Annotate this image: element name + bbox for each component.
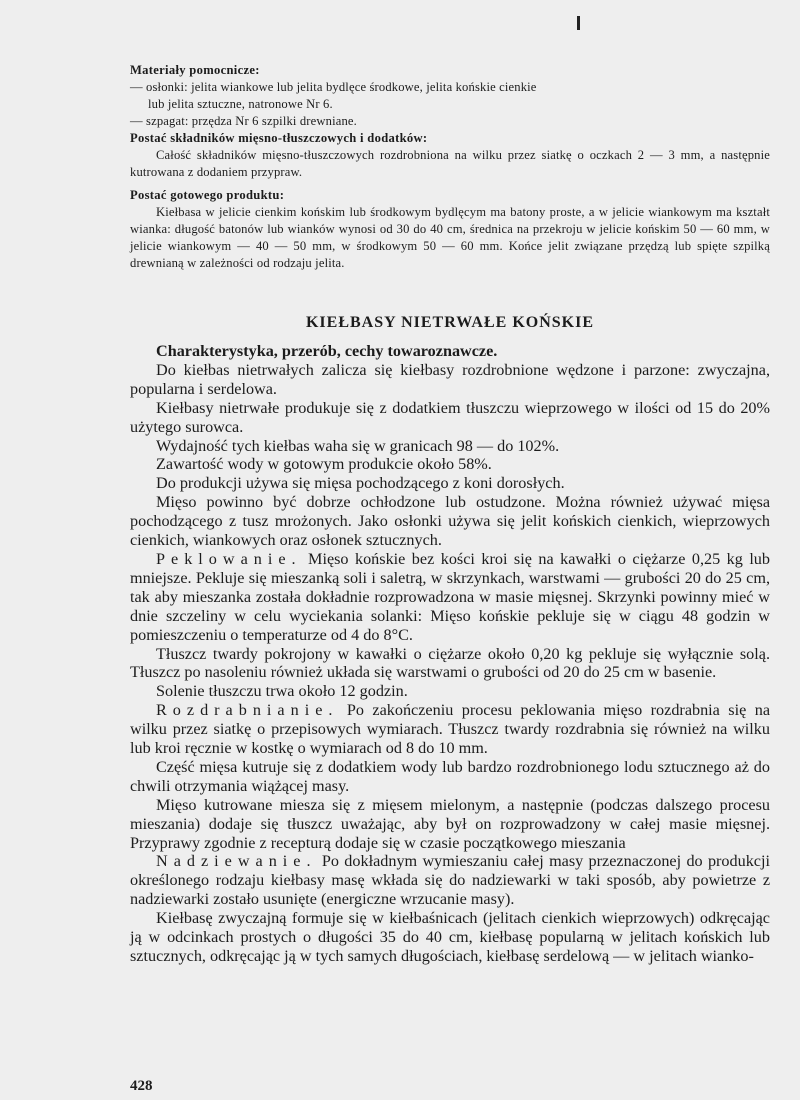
materials-item-casings: — osłonki: jelita wiankowe lub jelita bydlęce środkowe, jelita końskie cienkie: [130, 80, 537, 94]
heading-components: Postać składników mięsno-tłuszczowych i dodatków:: [130, 131, 428, 145]
pickling-text: Mięso końskie bez kości kroi się na kawałki o ciężarze 0,25 kg lub mniejsze. Pekluje się mieszanką soli i saletrą, w skrzynkach, warstwami — grubości 20 do 25 cm, tak aby mieszanka została dokładnie rozprowadzona w masie mięsnej. Skrzynki powinny mieć w dnie szczeliny w celu wyciekania solanki: Mięso końskie pekluje się w ciągu 48 godzin w pomieszczeniu o temperaturze od 4 do 8°C.: [130, 549, 770, 644]
paragraph: Kiełbasy nietrwałe produkuje się z dodatkiem tłuszczu wieprzowego w ilości od 15 do 20% użytego surowca.: [130, 398, 770, 436]
scan-mark: [577, 16, 580, 30]
section-subtitle: Charakterystyka, przerób, cechy towaroznawcze.: [156, 342, 498, 360]
components-text: Całość składników mięsno-tłuszczowych rozdrobniona na wilku przez siatkę o oczkach 2 — 3 mm, a następnie kutrowana z dodaniem przypraw.: [130, 148, 770, 179]
heading-product: Postać gotowego produktu:: [130, 188, 285, 202]
paragraph: Wydajność tych kiełbas waha się w granicach 98 — do 102%.: [156, 436, 560, 455]
lead-stuffing: Nadziewanie.: [156, 852, 317, 871]
paragraph: Do produkcji używa się mięsa pochodzącego z koni dorosłych.: [156, 474, 565, 493]
paragraph: Mięso kutrowane miesza się z mięsem mielonym, a następnie (podczas dalszego procesu mieszania) dodaje się tłuszcz uważając, aby był on rozprowadzony w całej masie mięsnej. Przyprawy zgodnie z recepturą dodaje się w czasie początkowego mieszania: [130, 795, 770, 852]
stuffing-text: Po dokładnym wymieszaniu całej masy przeznaczonej do produkcji określonego rodzaju kiełbasy masę wkłada się do nadziewarki w taki sposób, aby powietrze z nadziewarki zostało usunięte (energiczne wrzucanie masy).: [130, 852, 770, 909]
page-number: 428: [130, 1078, 153, 1094]
paragraph-pickling: [130, 550, 770, 645]
materials-item-twine: — szpagat: przędza Nr 6 szpilki drewniane.: [130, 114, 357, 128]
paragraph: Do kiełbas nietrwałych zalicza się kiełbasy rozdrobnione wędzone i parzone: zwyczajna, popularna i serdelowa.: [130, 360, 770, 398]
lead-grinding: Rozdrabnianie.: [156, 701, 339, 720]
paragraph: Solenie tłuszczu trwa około 12 godzin.: [156, 682, 408, 701]
paragraph: Tłuszcz twardy pokrojony w kawałki o ciężarze około 0,20 kg pekluje się wyłącznie solą. Tłuszcz po nasoleniu również układa się warstwami o grubości od 20 do 25 cm w basenie.: [130, 644, 770, 682]
paragraph: Mięso powinno być dobrze ochłodzone lub ostudzone. Można również używać mięsa pochodzącego z tusz mrożonych. Jako osłonki używa się jelit końskich cienkich, wieprzowych cienkich, wiankowych oraz osłonek sztucznych.: [130, 493, 770, 550]
product-text: Kiełbasa w jelicie cienkim końskim lub środkowym bydlęcym ma batony proste, a w jelicie wiankowym ma kształt wianka: długość batonów lub wianków wynosi od 30 do 40 cm, średnica na przekroju w jelicie końskim 50 — 60 mm, w jelicie wiankowym — 40 — 50 mm, w środkowym 50 — 60 mm. Końce jelit związane przędzą lub spięte szpilką drewnianą w zależności od rodzaju jelita.: [130, 205, 770, 270]
materials-item-casings-cont: lub jelita sztuczne, natronowe Nr 6.: [148, 97, 333, 111]
paragraph-grinding: [130, 701, 770, 758]
section-title: KIEŁBASY NIETRWAŁE KOŃSKIE: [305, 314, 595, 331]
section-body: [130, 342, 770, 966]
heading-materials: Materiały pomocnicze:: [130, 63, 260, 77]
paragraph: Zawartość wody w gotowym produkcie około 58%.: [156, 455, 492, 474]
paragraph: Część mięsa kutruje się z dodatkiem wody lub bardzo rozdrobnionego lodu sztucznego aż do chwili otrzymania wiążącej masy.: [130, 757, 770, 795]
paragraph: Kiełbasę zwyczajną formuje się w kiełbaśnicach (jelitach cienkich wieprzowych) odkręcając ją w odcinkach prostych o długości 35 do 40 cm, kiełbasę popularną w jelitach końskich lub sztucznych, odkręcając ją w tych samych długościach, kiełbasę serdelową — w jelitach wianko-: [130, 909, 770, 965]
auxiliary-materials-block: [130, 62, 770, 272]
paragraph-stuffing: [130, 852, 770, 909]
grinding-text: Po zakończeniu procesu peklowania mięso rozdrabnia się na wilku przez siatkę o przepisowych wymiarach. Tłuszcz twardy rozdrabnia się również na wilku lub kroi ręcznie w kostkę o wymiarach od 8 do 10 mm.: [130, 701, 771, 758]
lead-pickling: Peklowanie.: [156, 549, 302, 568]
